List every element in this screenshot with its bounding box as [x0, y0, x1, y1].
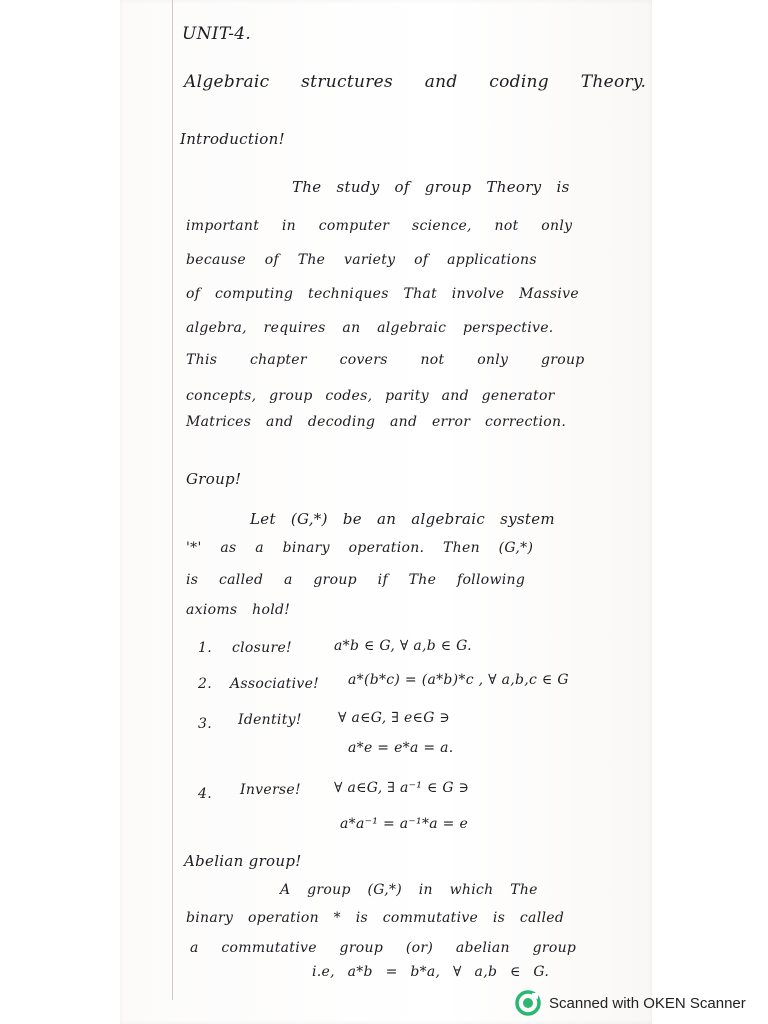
axiom-statement-continued: a*e = e*a = a.: [348, 740, 454, 756]
axiom-statement: a*b ∈ G, ∀ a,b ∈ G.: [334, 638, 472, 654]
right-margin-background: [652, 0, 768, 1024]
axiom-number: 2.: [198, 676, 212, 692]
axiom-statement: ∀ a∈G, ∃ a⁻¹ ∈ G ∋: [334, 780, 470, 796]
abelian-line: i.e, a*b = b*a, ∀ a,b ∈ G.: [312, 964, 550, 980]
group-line: is called a group if The following: [186, 572, 526, 588]
axiom-statement: ∀ a∈G, ∃ e∈G ∋: [338, 710, 451, 726]
abelian-heading: Abelian group!: [184, 852, 302, 870]
axiom-statement: a*(b*c) = (a*b)*c , ∀ a,b,c ∈ G: [348, 672, 569, 688]
axiom-name: Inverse!: [240, 782, 301, 798]
scanner-credit-text: Scanned with OKEN Scanner: [549, 994, 746, 1012]
abelian-line: A group (G,*) in which The: [280, 882, 538, 898]
intro-line: because of The variety of applications: [186, 252, 537, 268]
intro-line: of computing techniques That involve Massive: [186, 286, 579, 302]
intro-line: algebra, requires an algebraic perspective.: [186, 320, 554, 336]
abelian-line: binary operation * is commutative is called: [186, 910, 565, 926]
intro-line: Matrices and decoding and error correction.: [186, 414, 567, 430]
axiom-statement-continued: a*a⁻¹ = a⁻¹*a = e: [340, 816, 469, 832]
abelian-line: a commutative group (or) abelian group: [190, 940, 577, 956]
scanner-watermark: [515, 990, 746, 1016]
page-title: Algebraic structures and coding Theory.: [184, 72, 647, 92]
margin-rule-line: [172, 0, 173, 1000]
unit-heading: UNIT-4.: [182, 24, 252, 44]
axiom-name: closure!: [232, 640, 292, 656]
intro-line: concepts, group codes, parity and generator: [186, 388, 555, 404]
axiom-name: Associative!: [230, 676, 320, 692]
oken-scanner-logo-icon: [515, 990, 541, 1016]
axiom-number: 3.: [198, 716, 212, 732]
intro-heading: Introduction!: [180, 130, 285, 148]
intro-line: The study of group Theory is: [292, 178, 570, 196]
axiom-number: 4.: [198, 786, 212, 802]
intro-line: This chapter covers not only group: [186, 352, 585, 368]
group-line: axioms hold!: [186, 602, 291, 618]
group-line: Let (G,*) be an algebraic system: [250, 510, 555, 528]
left-margin-background: [0, 0, 120, 1024]
intro-line: important in computer science, not only: [186, 218, 573, 234]
group-line: '*' as a binary operation. Then (G,*): [186, 540, 534, 556]
axiom-name: Identity!: [238, 712, 302, 728]
group-heading: Group!: [186, 470, 242, 488]
axiom-number: 1.: [198, 640, 212, 656]
